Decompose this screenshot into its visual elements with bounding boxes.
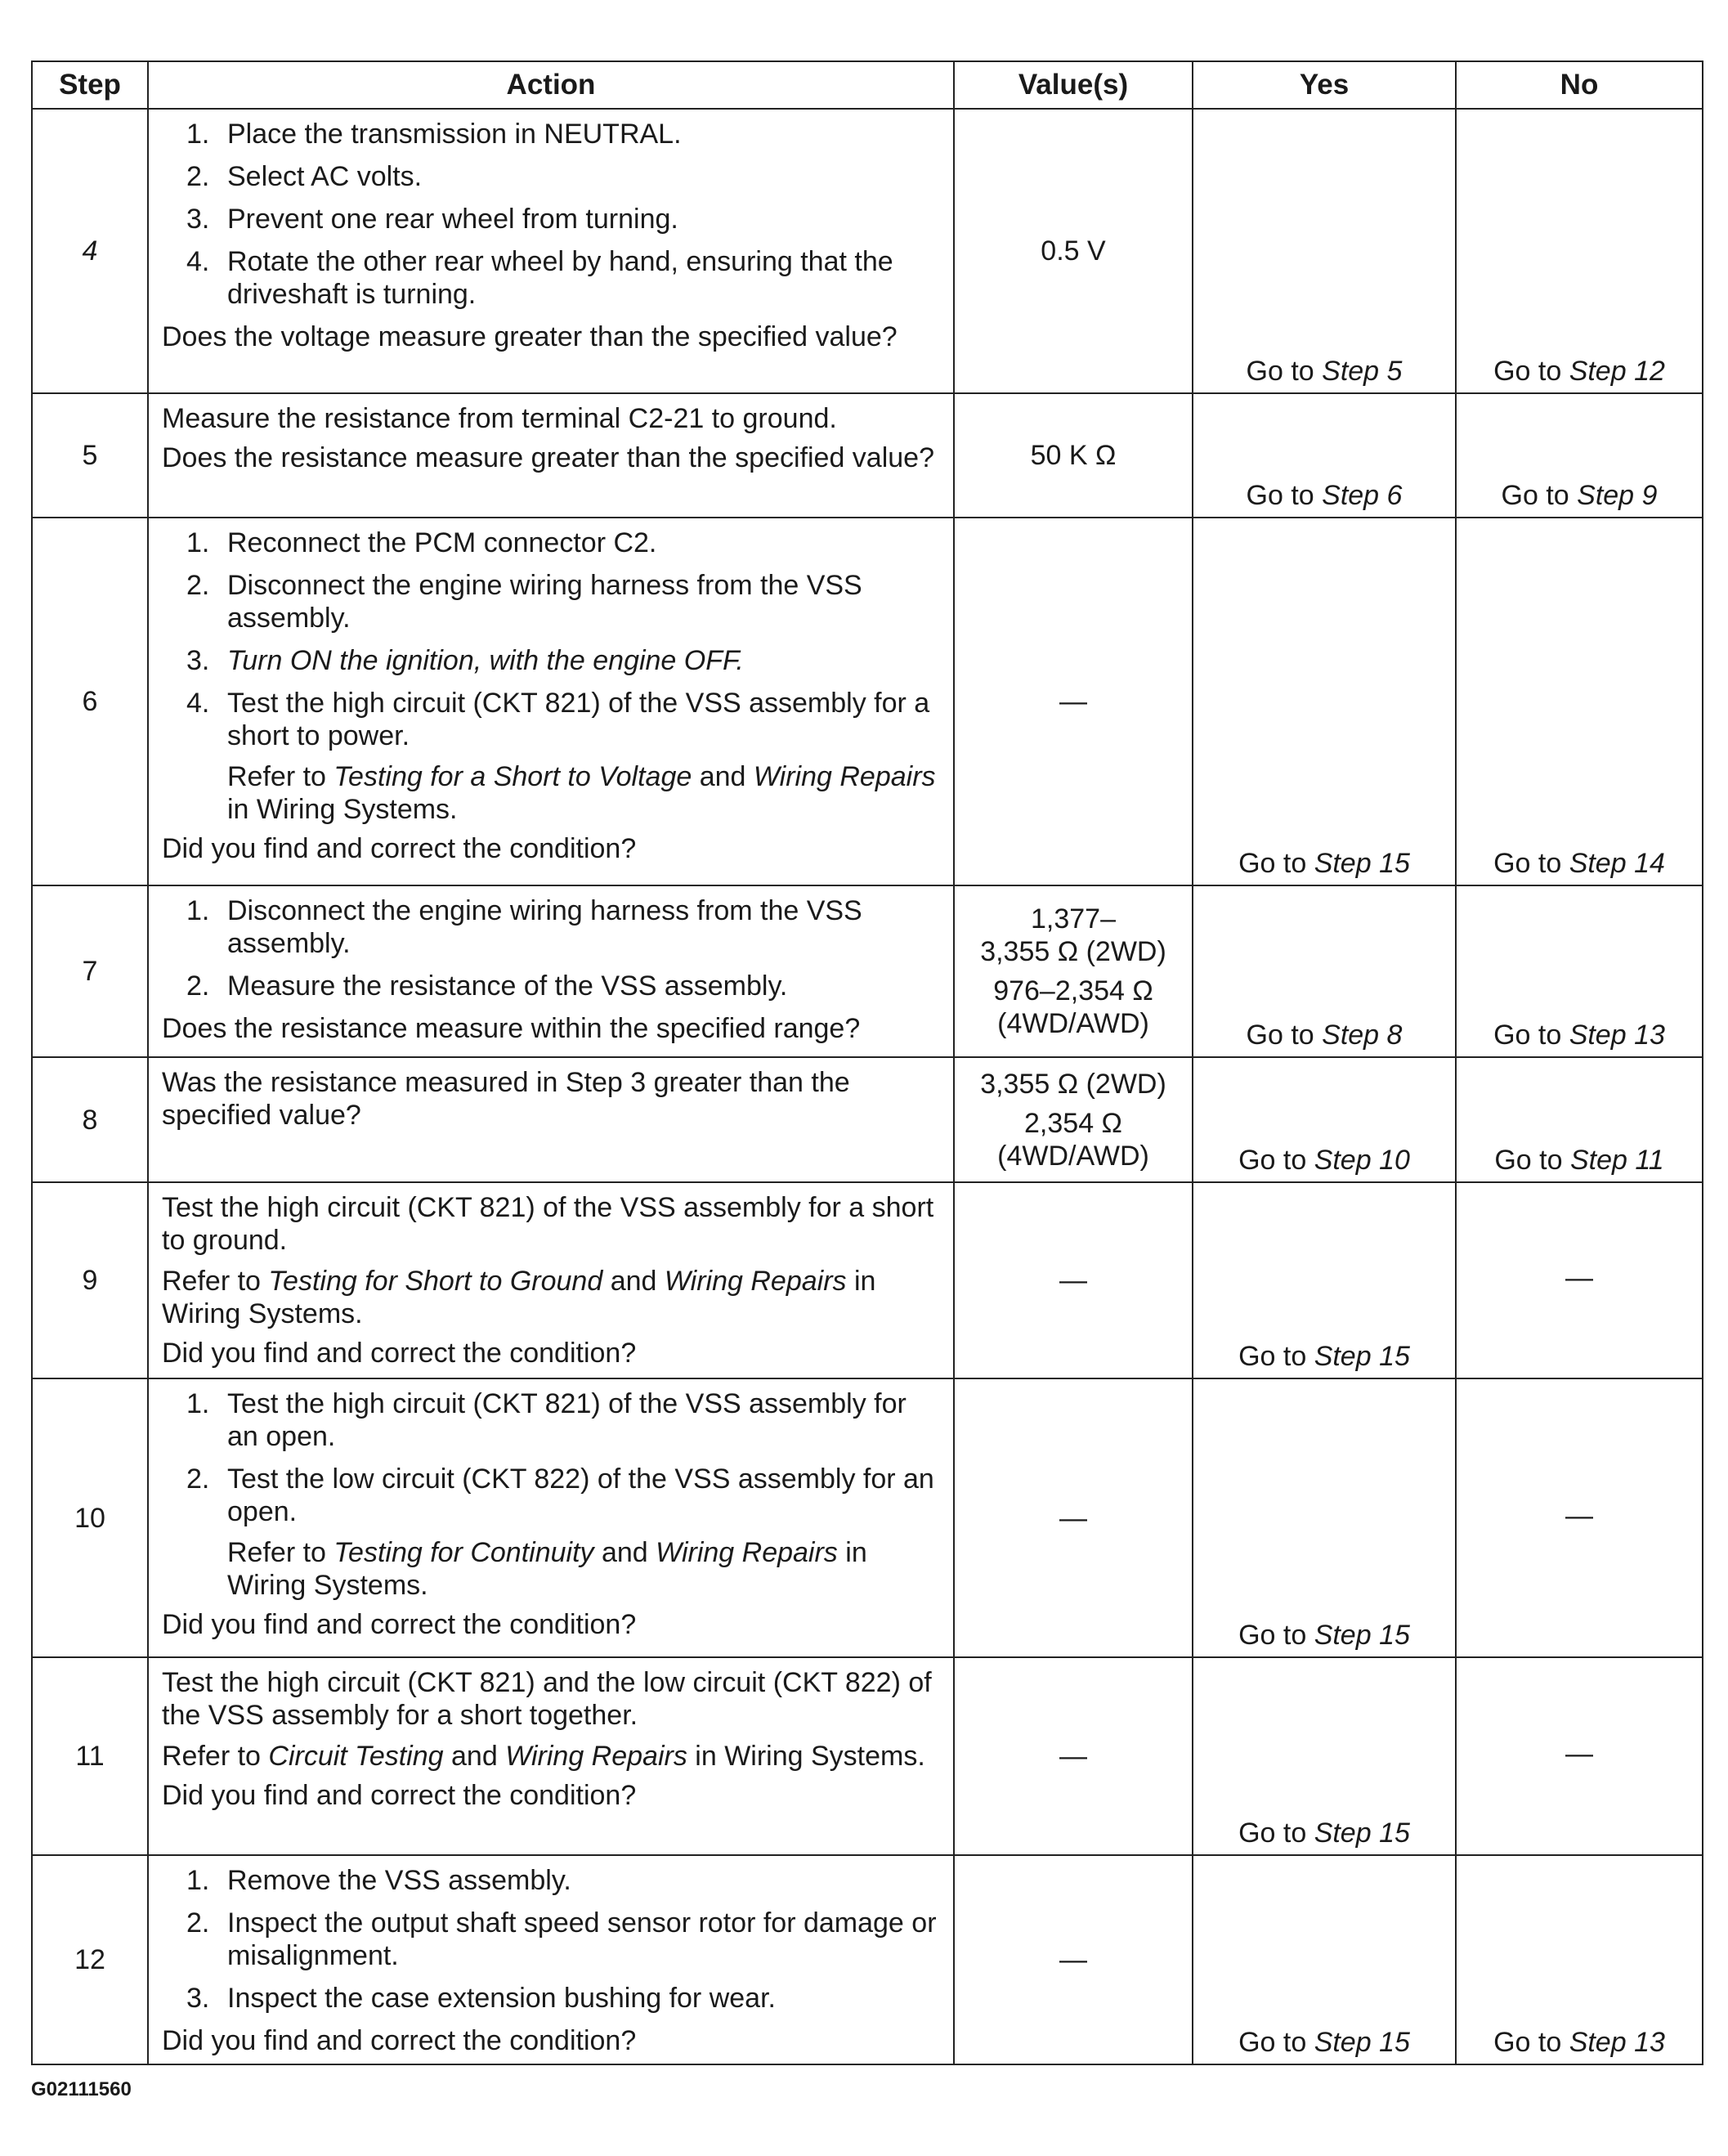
refer-note: [162, 1265, 938, 1330]
header-action: Action: [148, 61, 954, 109]
step-index: 2.: [186, 161, 210, 192]
step-index: 3.: [186, 645, 210, 676]
action-step-text: Inspect the case extension bushing for wear.: [227, 1983, 776, 2014]
italic-ref: Step 15: [1314, 1818, 1410, 1849]
italic-ref: Wiring Repairs: [505, 1741, 687, 1772]
italic-ref: Step 13: [1569, 1020, 1665, 1051]
table-row: [32, 1378, 1703, 1657]
step-index: 1.: [186, 527, 210, 558]
header-no: No: [1456, 61, 1703, 109]
step-number: 10: [32, 1378, 148, 1657]
action-step: [162, 245, 938, 311]
action-step: [162, 687, 938, 752]
step-number: 7: [32, 885, 148, 1057]
table-row: [32, 109, 1703, 393]
table-row: [32, 1182, 1703, 1378]
action-step-text: Measure the resistance of the VSS assembly.: [227, 970, 788, 1002]
action-cell: [148, 1057, 954, 1182]
value-text: 1,377– 3,355 Ω (2WD): [980, 903, 1166, 967]
table-row: [32, 393, 1703, 518]
text-segment: Refer to: [227, 1537, 334, 1568]
italic-ref: Circuit Testing: [268, 1741, 444, 1772]
action-step-text: Disconnect the engine wiring harness from the VSS assembly.: [227, 895, 862, 959]
italic-ref: Step 13: [1569, 2027, 1665, 2058]
action-step-text: Disconnect the engine wiring harness from the VSS assembly.: [227, 570, 862, 634]
italic-ref: Step 14: [1569, 848, 1665, 879]
action-step-text: Prevent one rear wheel from turning.: [227, 204, 678, 235]
value-cell: [954, 1855, 1193, 2064]
table-row: [32, 1657, 1703, 1855]
step-number: 4: [32, 109, 148, 393]
step-index: 2.: [186, 970, 210, 1002]
text-segment: in Wiring Systems.: [162, 1266, 876, 1329]
action-step-text: Turn ON the ignition, with the engine OFF.: [227, 645, 744, 676]
italic-ref: Step 15: [1314, 1620, 1410, 1651]
action-steps: [162, 118, 938, 311]
action-step-text: Place the transmission in NEUTRAL.: [227, 119, 682, 150]
table-row: [32, 518, 1703, 885]
action-text: Test the high circuit (CKT 821) and the low circuit (CKT 822) of the VSS assembly for a short together.: [162, 1667, 932, 1731]
value-cell: [954, 1657, 1193, 1855]
italic-ref: Step 10: [1314, 1145, 1410, 1176]
text-segment: Go to: [1238, 1341, 1314, 1372]
question-text: Did you find and correct the condition?: [162, 2025, 637, 2056]
action-step: [162, 569, 938, 634]
action-step: [162, 1463, 938, 1528]
action-steps: [162, 1387, 938, 1528]
italic-ref: Wiring Repairs: [753, 761, 936, 792]
italic-ref: Wiring Repairs: [656, 1537, 838, 1568]
action-text: Test the high circuit (CKT 821) of the VSS assembly for a short to ground.: [162, 1192, 934, 1256]
action-step: [162, 970, 938, 1002]
no-dash: —: [1565, 1262, 1593, 1293]
action-step-text: Inspect the output shaft speed sensor rotor for damage or misalignment.: [227, 1907, 937, 1971]
text-segment: Refer to: [227, 761, 334, 792]
action-text: Measure the resistance from terminal C2-21 to ground.: [162, 403, 837, 434]
header-step: Step: [32, 61, 148, 109]
text-segment: Go to: [1493, 848, 1569, 879]
no-cell: [1456, 1057, 1703, 1182]
step-index: 1.: [186, 119, 210, 150]
no-cell: [1456, 1855, 1703, 2064]
question-text: Did you find and correct the condition?: [162, 1780, 637, 1811]
action-step-text: Test the high circuit (CKT 821) of the VSS assembly for a short to power.: [227, 688, 930, 751]
no-cell: [1456, 393, 1703, 518]
step-number: 6: [32, 518, 148, 885]
italic-ref: Step 15: [1314, 1341, 1410, 1372]
action-cell: [148, 1855, 954, 2064]
header-row: [32, 61, 1703, 109]
action-step: [162, 1907, 938, 1972]
value-text: —: [1059, 1502, 1087, 1534]
action-cell: [148, 1657, 954, 1855]
text-segment: and: [692, 761, 754, 792]
italic-ref: Step 11: [1569, 1145, 1664, 1176]
text-segment: Go to: [1246, 356, 1323, 387]
value-text: —: [1059, 1265, 1087, 1296]
text-segment: Go to: [1501, 480, 1578, 511]
value-cell: [954, 1182, 1193, 1378]
yes-cell: [1193, 393, 1456, 518]
yes-cell: [1193, 1182, 1456, 1378]
text-segment: Go to: [1246, 480, 1323, 511]
action-cell: [148, 393, 954, 518]
value-text: 3,355 Ω (2WD): [980, 1068, 1166, 1100]
yes-cell: [1193, 109, 1456, 393]
step-index: 3.: [186, 204, 210, 235]
step-number: 11: [32, 1657, 148, 1855]
yes-cell: [1193, 885, 1456, 1057]
action-step-text: Remove the VSS assembly.: [227, 1865, 571, 1896]
question-text: Does the voltage measure greater than the specified value?: [162, 321, 898, 352]
action-step: [162, 1982, 938, 2015]
yes-cell: [1193, 518, 1456, 885]
no-dash: —: [1565, 1738, 1593, 1769]
step-index: 2.: [186, 570, 210, 601]
yes-cell: [1193, 1855, 1456, 2064]
text-segment: in Wiring Systems.: [687, 1741, 925, 1772]
no-cell: [1456, 518, 1703, 885]
step-index: 2.: [186, 1463, 210, 1495]
table-row: [32, 885, 1703, 1057]
action-step-text: Reconnect the PCM connector C2.: [227, 527, 657, 558]
action-cell: [148, 1182, 954, 1378]
action-steps: [162, 894, 938, 1002]
table-row: [32, 1855, 1703, 2064]
value-cell: [954, 885, 1193, 1057]
action-step: [162, 894, 938, 960]
action-text: Was the resistance measured in Step 3 greater than the specified value?: [162, 1067, 850, 1131]
text-segment: Go to: [1493, 2027, 1569, 2058]
question-text: Did you find and correct the condition?: [162, 1609, 637, 1640]
step-number: 12: [32, 1855, 148, 2064]
italic-ref: Step 9: [1577, 480, 1658, 511]
action-step: [162, 1864, 938, 1897]
table-row: [32, 1057, 1703, 1182]
italic-ref: Step 12: [1569, 356, 1665, 387]
table-body: [32, 109, 1703, 2064]
action-step: [162, 644, 938, 677]
action-steps: [162, 527, 938, 752]
no-cell: [1456, 885, 1703, 1057]
text-segment: Go to: [1494, 1145, 1570, 1176]
text-segment: Go to: [1238, 848, 1314, 879]
step-index: 4.: [186, 688, 210, 719]
action-cell: [148, 109, 954, 393]
text-segment: and: [602, 1266, 665, 1297]
action-step: [162, 203, 938, 235]
text-segment: Go to: [1238, 1620, 1314, 1651]
no-cell: [1456, 1182, 1703, 1378]
text-segment: Go to: [1493, 356, 1569, 387]
value-text: 2,354 Ω (4WD/AWD): [997, 1107, 1149, 1172]
action-step-text: Test the high circuit (CKT 821) of the VSS assembly for an open.: [227, 1388, 907, 1452]
value-text: 0.5 V: [1041, 235, 1106, 267]
italic-ref: Step 15: [1314, 2027, 1410, 2058]
question-text: Does the resistance measure within the specified range?: [162, 1013, 861, 1044]
action-step: [162, 118, 938, 150]
text-segment: Refer to: [162, 1266, 269, 1297]
text-segment: and: [593, 1537, 656, 1568]
step-number: 9: [32, 1182, 148, 1378]
italic-ref: Step 15: [1314, 848, 1410, 879]
refer-note: [162, 760, 938, 826]
italic-ref: Testing for a Short to Voltage: [334, 761, 692, 792]
action-step-text: Rotate the other rear wheel by hand, ensuring that the driveshaft is turning.: [227, 246, 893, 310]
action-steps: [162, 1864, 938, 2015]
italic-ref: Wiring Repairs: [664, 1266, 847, 1297]
action-step-text: Test the low circuit (CKT 822) of the VSS assembly for an open.: [227, 1463, 934, 1527]
action-step: [162, 1387, 938, 1453]
diagnostic-table: [31, 61, 1703, 2065]
no-dash: —: [1565, 1499, 1593, 1531]
action-cell: [148, 885, 954, 1057]
action-cell: [148, 1378, 954, 1657]
yes-cell: [1193, 1057, 1456, 1182]
yes-cell: [1193, 1378, 1456, 1657]
no-cell: [1456, 1657, 1703, 1855]
italic-ref: Step 5: [1322, 356, 1403, 387]
text-segment: in Wiring Systems.: [227, 1537, 867, 1601]
text-segment: Go to: [1493, 1020, 1569, 1051]
step-number: 5: [32, 393, 148, 518]
text-segment: and: [443, 1741, 506, 1772]
value-cell: [954, 1057, 1193, 1182]
text-segment: Go to: [1246, 1020, 1323, 1051]
header-values: Value(s): [954, 61, 1193, 109]
text-segment: Go to: [1238, 1145, 1314, 1176]
step-index: 4.: [186, 246, 210, 277]
step-index: 1.: [186, 1388, 210, 1419]
value-text: 50 K Ω: [1030, 440, 1117, 471]
no-cell: [1456, 109, 1703, 393]
value-cell: [954, 393, 1193, 518]
text-segment: in Wiring Systems.: [227, 794, 458, 825]
value-text: —: [1059, 1741, 1087, 1772]
refer-note: [162, 1740, 938, 1773]
header-yes: Yes: [1193, 61, 1456, 109]
refer-note: [162, 1536, 938, 1602]
action-step: [162, 527, 938, 559]
italic-ref: Step 6: [1322, 480, 1403, 511]
question-text: Did you find and correct the condition?: [162, 833, 637, 864]
no-cell: [1456, 1378, 1703, 1657]
step-index: 2.: [186, 1907, 210, 1939]
diagnostic-table-sheet: [31, 61, 1702, 2065]
value-text: —: [1059, 686, 1087, 717]
action-step: [162, 160, 938, 193]
value-cell: [954, 109, 1193, 393]
step-index: 1.: [186, 895, 210, 926]
value-cell: [954, 1378, 1193, 1657]
figure-id: G02111560: [31, 2078, 132, 2100]
question-text: Does the resistance measure greater than the specified value?: [162, 442, 934, 473]
text-segment: Refer to: [162, 1741, 269, 1772]
italic-ref: Step 8: [1322, 1020, 1403, 1051]
step-number: 8: [32, 1057, 148, 1182]
step-index: 1.: [186, 1865, 210, 1896]
yes-cell: [1193, 1657, 1456, 1855]
action-step-text: Select AC volts.: [227, 161, 423, 192]
value-text: 976–2,354 Ω (4WD/AWD): [993, 975, 1153, 1039]
action-cell: [148, 518, 954, 885]
step-index: 3.: [186, 1983, 210, 2014]
italic-ref: Testing for Short to Ground: [268, 1266, 603, 1297]
question-text: Did you find and correct the condition?: [162, 1338, 637, 1369]
text-segment: Go to: [1238, 2027, 1314, 2058]
text-segment: Go to: [1238, 1818, 1314, 1849]
value-text: —: [1059, 1944, 1087, 1975]
italic-ref: Testing for Continuity: [334, 1537, 594, 1568]
value-cell: [954, 518, 1193, 885]
